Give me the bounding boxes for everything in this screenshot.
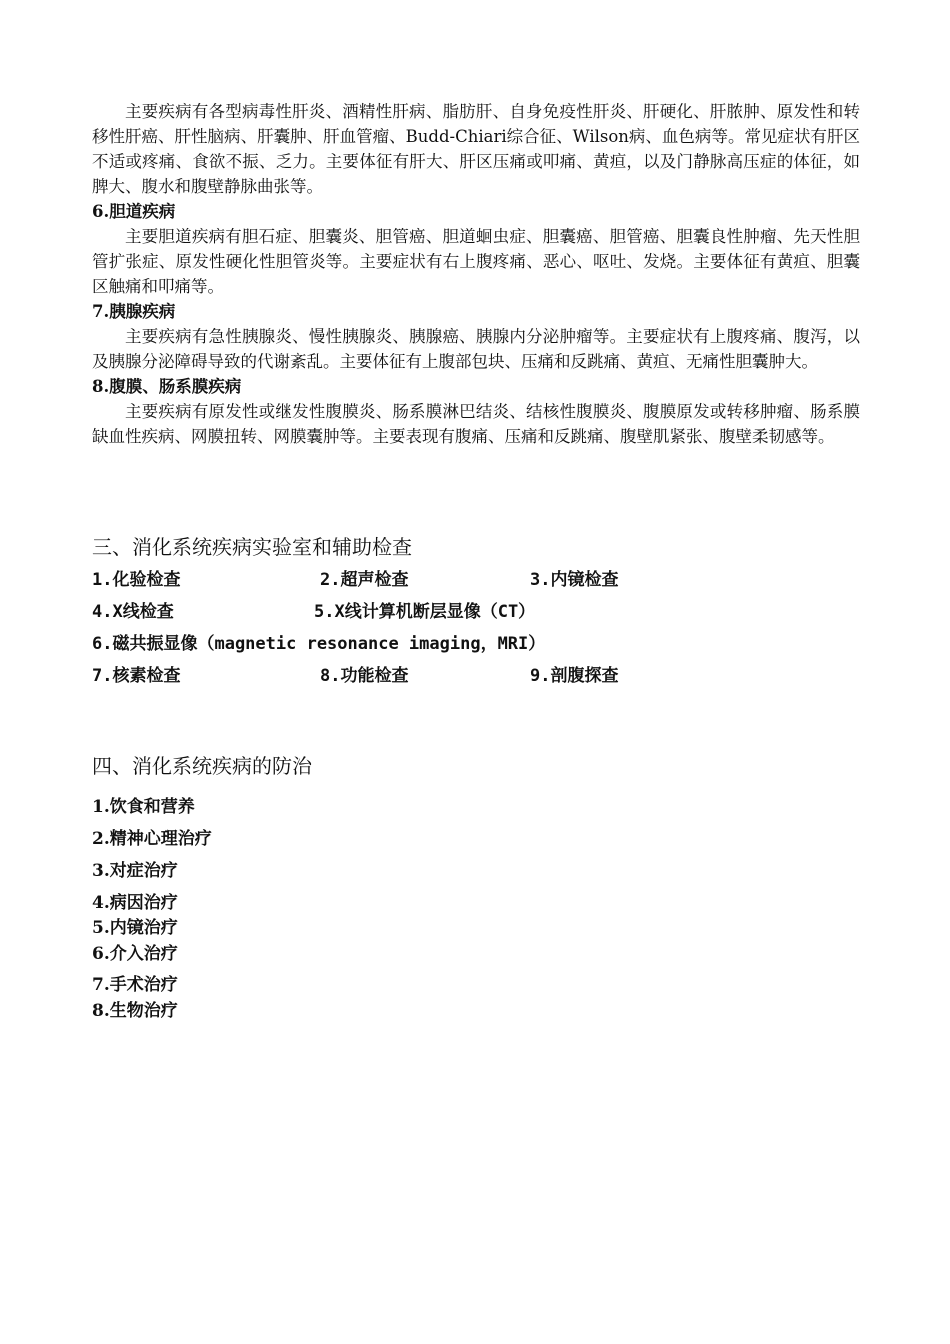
peritoneum-disease-paragraph: 主要疾病有原发性或继发性腹膜炎、肠系膜淋巴结炎、结核性腹膜炎、腹膜原发或转移肿瘤、肠系膜缺血性疾病、网膜扭转、网膜囊肿等。主要表现有腹痛、压痛和反跳痛、腹壁肌紧张、腹壁柔韧感等。 — [92, 402, 860, 446]
disease-descriptions — [92, 99, 860, 449]
section-3-title: 三、消化系统疾病实验室和辅助检查 — [92, 535, 412, 559]
exam-item-ultrasound: 2.超声检查 — [320, 570, 409, 590]
exam-item-nuclide: 7.核素检查 — [92, 666, 181, 686]
exam-item-function: 8.功能检查 — [320, 666, 409, 686]
exam-item-ct: 5.X线计算机断层显像（CT） — [314, 602, 536, 622]
pancreas-disease-heading: 7.胰腺疾病 — [92, 302, 176, 321]
exam-item-xray: 4.X线检查 — [92, 602, 174, 622]
treatment-item-interventional: 6.介入治疗 — [92, 944, 178, 964]
exam-item-endoscopy: 3.内镜检查 — [530, 570, 619, 590]
exam-item-lab-tests: 1.化验检查 — [92, 570, 181, 590]
liver-disease-paragraph: 主要疾病有各型病毒性肝炎、酒精性肝病、脂肪肝、自身免疫性肝炎、肝硬化、肝脓肿、原发性和转移性肝癌、肝性脑病、肝囊肿、肝血管瘤、Budd-Chiari综合征、Wilson病、血色病等。常见症状有肝区不适或疼痛、食欲不振、乏力。主要体征有肝大、肝区压痛或叩痛、黄疸，以及门静脉高压症的体征，如脾大、腹水和腹壁静脉曲张等。 — [92, 102, 860, 196]
biliary-disease-paragraph: 主要胆道疾病有胆石症、胆囊炎、胆管癌、胆道蛔虫症、胆囊癌、胆管癌、胆囊良性肿瘤、先天性胆管扩张症、原发性硬化性胆管炎等。主要症状有右上腹疼痛、恶心、呕吐、发烧。主要体征有黄疸、胆囊区触痛和叩痛等。 — [92, 227, 860, 296]
pancreas-disease-paragraph: 主要疾病有急性胰腺炎、慢性胰腺炎、胰腺癌、胰腺内分泌肿瘤等。主要症状有上腹疼痛、腹泻，以及胰腺分泌障碍导致的代谢紊乱。主要体征有上腹部包块、压痛和反跳痛、黄疸、无痛性胆囊肿大。 — [92, 327, 860, 371]
exam-item-laparotomy: 9.剖腹探查 — [530, 666, 619, 686]
peritoneum-disease-heading: 8.腹膜、肠系膜疾病 — [92, 377, 242, 396]
treatment-item-symptomatic: 3.对症治疗 — [92, 861, 178, 881]
exam-item-mri: 6.磁共振显像（magnetic resonance imaging，MRI） — [92, 634, 546, 654]
treatment-item-endoscopic: 5.内镜治疗 — [92, 918, 178, 938]
treatment-item-etiological: 4.病因治疗 — [92, 893, 178, 913]
treatment-item-diet: 1.饮食和营养 — [92, 797, 195, 817]
treatment-item-psychological: 2.精神心理治疗 — [92, 829, 212, 849]
treatment-item-biological: 8.生物治疗 — [92, 1001, 178, 1021]
section-4-title: 四、消化系统疾病的防治 — [92, 754, 312, 778]
biliary-disease-heading: 6.胆道疾病 — [92, 202, 176, 221]
treatment-item-surgical: 7.手术治疗 — [92, 975, 178, 995]
